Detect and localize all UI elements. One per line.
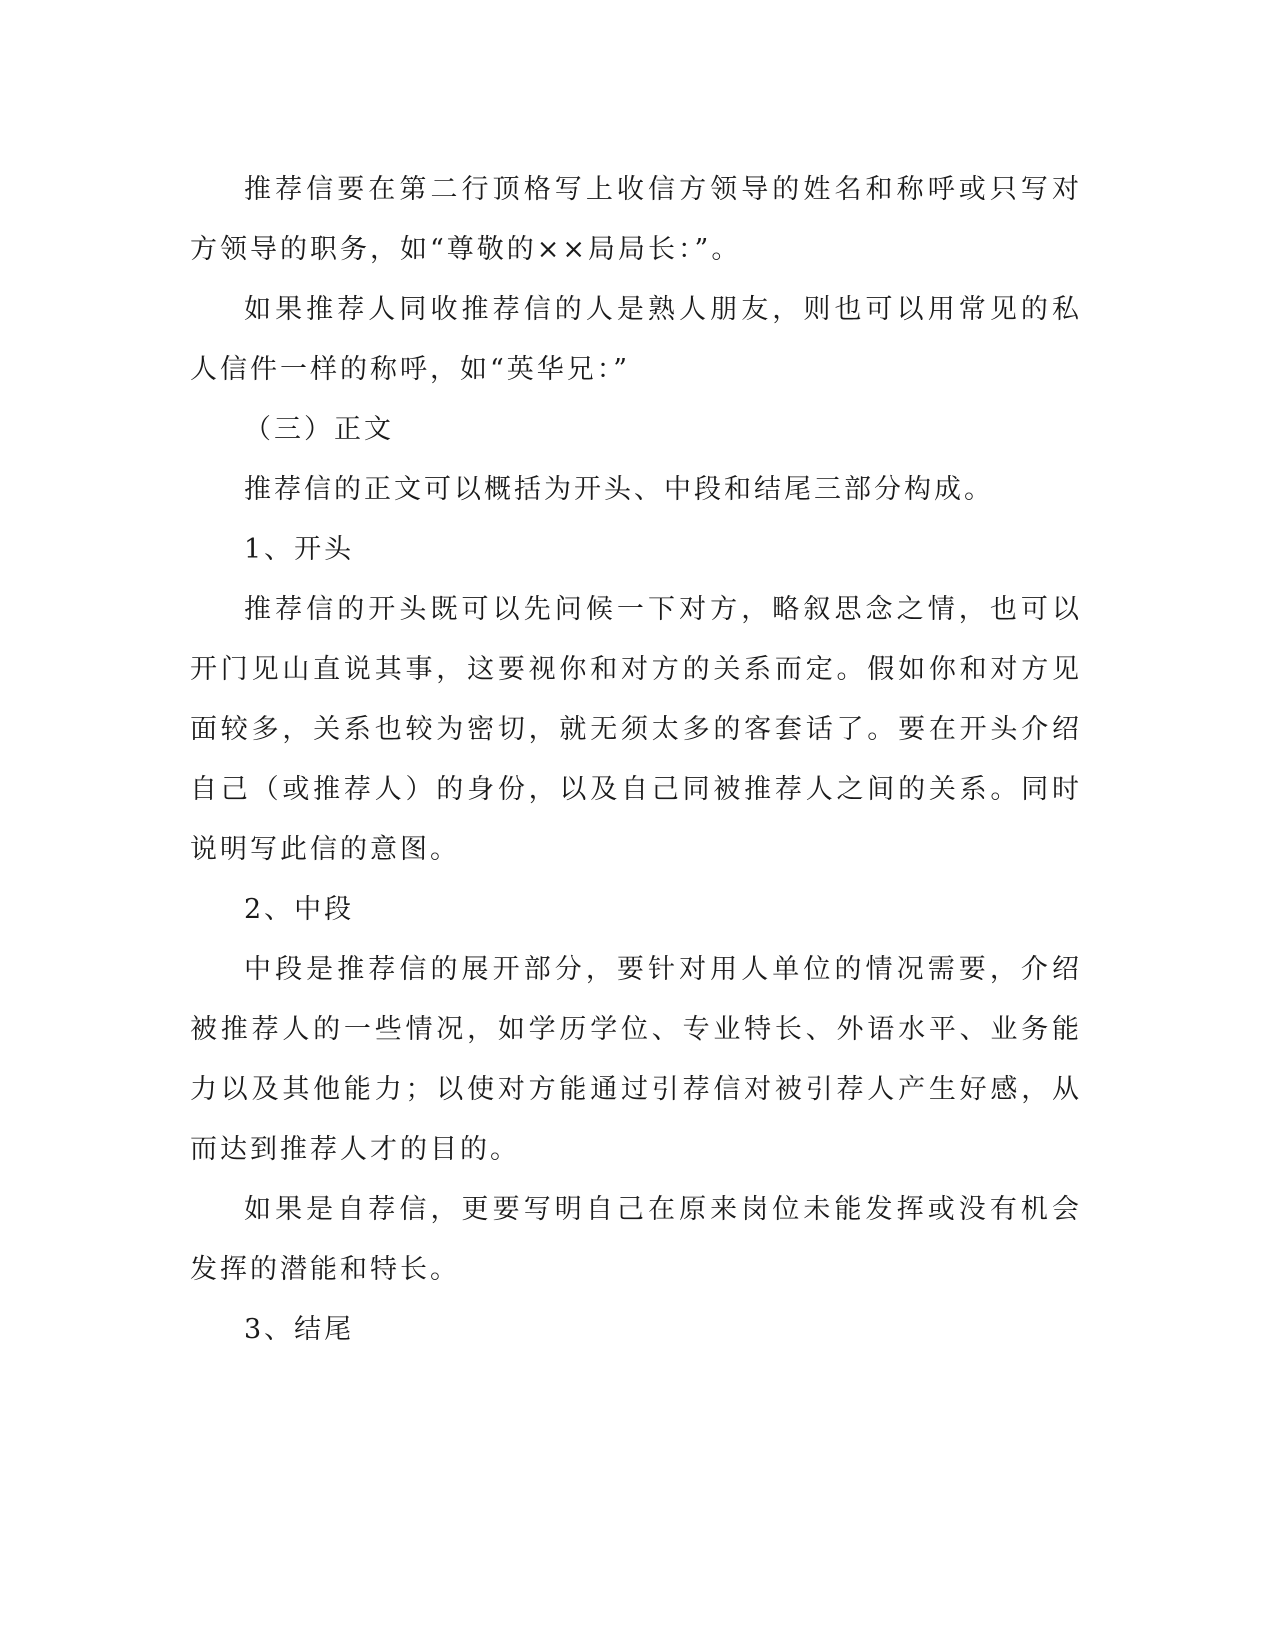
paragraph-middle: 中段是推荐信的展开部分，要针对用人单位的情况需要，介绍被推荐人的一些情况，如学历学位、专业特长、外语水平、业务能力以及其他能力；以使对方能通过引荐信对被引荐人产生好感，从而达到推荐人才的目的。 xyxy=(190,954,1082,1165)
subheading-middle: 2、中段 xyxy=(244,894,355,925)
document-body xyxy=(190,160,1082,1360)
subheading-ending: 3、结尾 xyxy=(244,1314,355,1345)
paragraph-friend-salutation: 如果推荐人同收推荐信的人是熟人朋友，则也可以用常见的私人信件一样的称呼，如“英华兄：” xyxy=(190,294,1082,385)
subheading-opening: 1、开头 xyxy=(244,534,355,565)
paragraph-salutation-format: 推荐信要在第二行顶格写上收信方领导的姓名和称呼或只写对方领导的职务，如“尊敬的××局局长：”。 xyxy=(190,174,1082,265)
paragraph-body-structure: 推荐信的正文可以概括为开头、中段和结尾三部分构成。 xyxy=(244,474,994,505)
section-heading-body: （三）正文 xyxy=(244,414,394,445)
paragraph-self-recommendation: 如果是自荐信，更要写明自己在原来岗位未能发挥或没有机会发挥的潜能和特长。 xyxy=(190,1194,1082,1285)
paragraph-opening: 推荐信的开头既可以先问候一下对方，略叙思念之情，也可以开门见山直说其事，这要视你和对方的关系而定。假如你和对方见面较多，关系也较为密切，就无须太多的客套话了。要在开头介绍自己（或推荐人）的身份，以及自己同被推荐人之间的关系。同时说明写此信的意图。 xyxy=(190,594,1082,865)
